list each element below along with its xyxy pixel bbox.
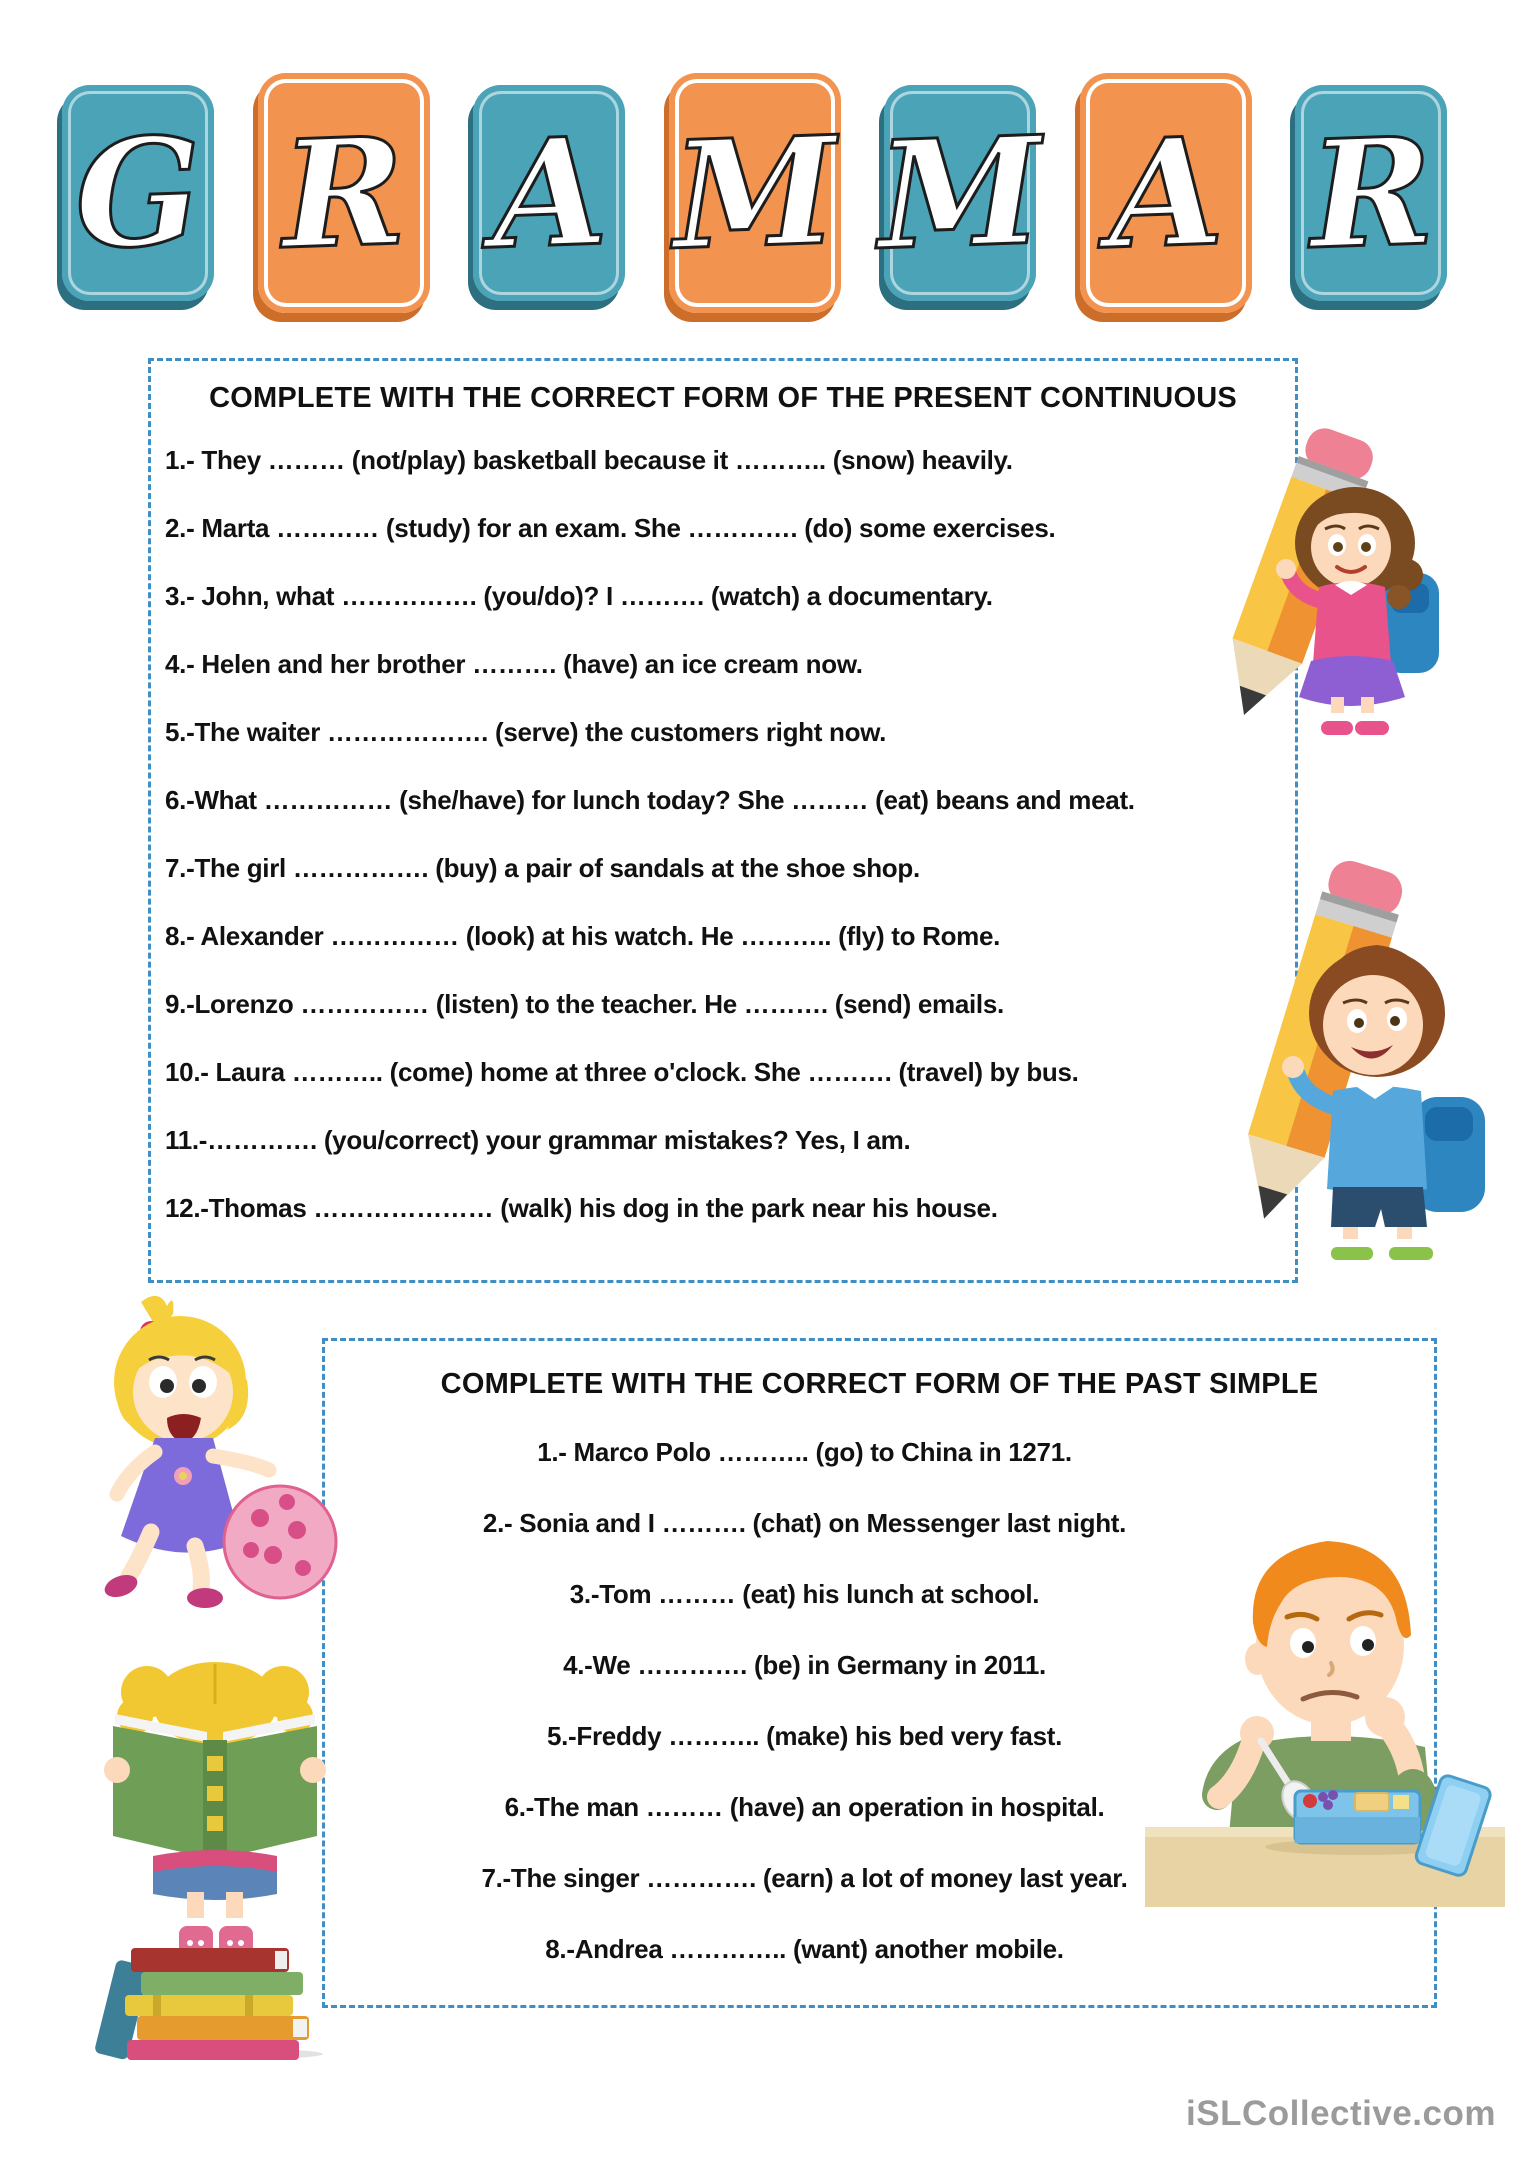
boy-with-lunchbox-illustration — [1145, 1495, 1505, 1910]
exercise-sentence: 3.-Tom ……… (eat) his lunch at school. — [569, 1579, 1040, 1609]
tile-letter: R — [279, 103, 408, 283]
letter-tile — [258, 73, 430, 313]
exercise-sentence: 6.-What …………… (she/have) for lunch today? She ……… (eat) beans and meat. — [165, 785, 1135, 815]
letter-tile — [669, 73, 841, 313]
exercise-box-present-continuous — [148, 358, 1298, 1283]
letter-tile — [473, 85, 625, 301]
letter-tile — [875, 85, 1045, 301]
exercise-sentence: 4.- Helen and her brother ………. (have) an ice cream now. — [165, 649, 863, 679]
exercise-sentence: 1.- Marco Polo ……….. (go) to China in 1271. — [537, 1437, 1072, 1467]
exercise-sentence: 5.-Freddy ……….. (make) his bed very fast. — [546, 1721, 1063, 1751]
exercise-sentence: 12.-Thomas ………………… (walk) his dog in the park near his house. — [165, 1193, 998, 1223]
exercise-sentence: 4.-We …………. (be) in Germany in 2011. — [563, 1650, 1046, 1680]
exercise-sentence: 11.-…………. (you/correct) your grammar mistakes? Yes, I am. — [165, 1125, 911, 1155]
letter-tile — [1080, 73, 1252, 313]
exercise-sentence: 9.-Lorenzo …………… (listen) to the teacher. He ………. (send) emails. — [165, 989, 1004, 1019]
exercise-sentence: 1.- They ……… (not/play) basketball because it ……….. (snow) heavily. — [165, 445, 1013, 475]
exercise-sentence: 8.- Alexander …………… (look) at his watch. He ……….. (fly) to Rome. — [165, 921, 1001, 951]
letter-tile — [1295, 85, 1447, 301]
exercise-sentence: 2.- Sonia and I ………. (chat) on Messenger last night. — [482, 1508, 1127, 1538]
exercise-sentence: 10.- Laura ……….. (come) home at three o'clock. She ………. (travel) by bus. — [165, 1057, 1079, 1087]
toddler-with-ball-illustration — [55, 1280, 345, 1610]
exercise-sentence: 3.- John, what ……………. (you/do)? I ………. (watch) a documentary. — [165, 581, 993, 611]
girl-reading-books-illustration — [95, 1630, 335, 2060]
tile-letter: M — [875, 103, 1045, 283]
tile-letter: A — [488, 104, 610, 282]
tile-letter: R — [1306, 103, 1436, 283]
exercise-header: COMPLETE WITH THE CORRECT FORM OF THE PAST SIMPLE — [440, 1368, 1319, 1400]
tile-letter: A — [1105, 104, 1226, 282]
exercise-sentence: 8.-Andrea ………….. (want) another mobile. — [545, 1934, 1064, 1964]
exercise-sentence: 7.-The singer …………. (earn) a lot of money last year. — [481, 1863, 1128, 1893]
sentence-list — [151, 445, 1295, 1223]
exercise-sentence: 6.-The man ……… (have) an operation in hospital. — [504, 1792, 1105, 1822]
boy-with-pencil-illustration — [1185, 845, 1500, 1260]
letter-tile — [62, 85, 214, 301]
tile-letter: M — [669, 103, 840, 283]
grammar-title — [62, 70, 1447, 316]
tile-letter: G — [71, 103, 205, 283]
exercise-sentence: 2.- Marta ………… (study) for an exam. She …………. (do) some exercises. — [165, 513, 1056, 543]
islcollective-watermark: iSLCollective.com — [1186, 2094, 1496, 2133]
exercise-header: COMPLETE WITH THE CORRECT FORM OF THE PRESENT CONTINUOUS — [209, 382, 1237, 414]
exercise-sentence: 7.-The girl ……………. (buy) a pair of sandals at the shoe shop. — [165, 853, 920, 883]
exercise-sentence: 5.-The waiter ………………. (serve) the customers right now. — [165, 717, 887, 747]
girl-with-pencil-illustration — [1185, 425, 1445, 740]
